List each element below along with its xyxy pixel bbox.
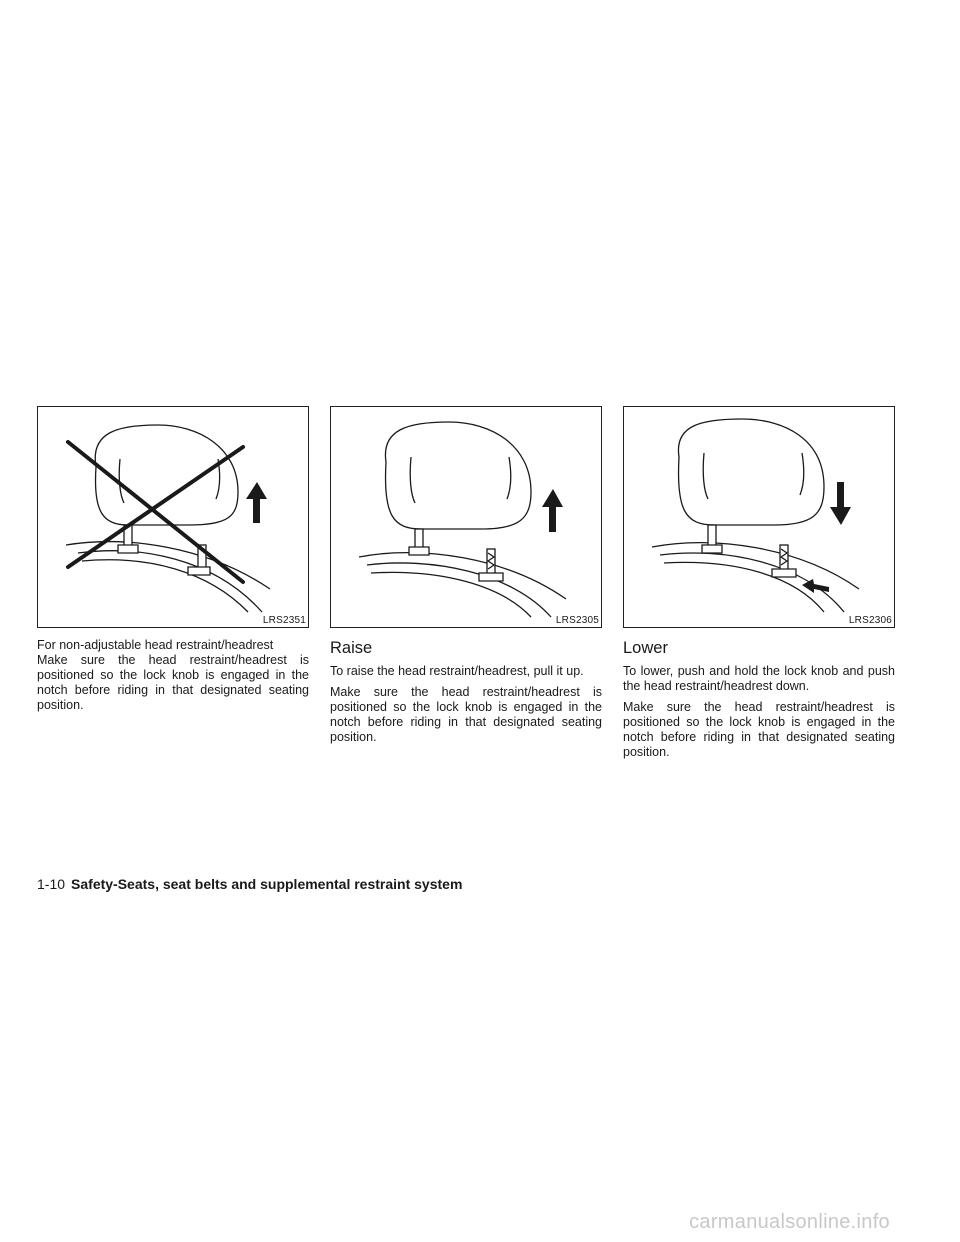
headrest-illustration-1 [38, 407, 308, 627]
down-arrow-icon [830, 482, 851, 525]
page-footer [37, 876, 462, 892]
figure-raise-headrest [330, 406, 602, 628]
page-number: 1-10 [37, 876, 66, 892]
paragraph: Make sure the head restraint/headrest is positioned so the lock knob is engaged in the notch before riding in that designated seating position. [330, 685, 602, 744]
headrest-illustration-2 [331, 407, 601, 627]
column-raise [330, 406, 602, 751]
section-title: Safety-Seats, seat belts and supplemental restraint system [71, 876, 463, 892]
figure-caption: For non-adjustable head restraint/headrest [37, 638, 274, 652]
watermark: carmanualsonline.info [689, 1211, 890, 1233]
paragraph: To lower, push and hold the lock knob and push the head restraint/headrest down. [623, 664, 895, 693]
up-arrow-icon [542, 489, 563, 532]
section-heading-raise: Raise [330, 639, 373, 657]
paragraph: Make sure the head restraint/headrest is positioned so the lock knob is engaged in the notch before riding in that designated seating position. [623, 700, 895, 759]
column-non-adjustable [37, 406, 309, 719]
figure-code: LRS2306 [848, 615, 892, 626]
column-lower [623, 406, 895, 766]
headrest-illustration-3 [624, 407, 894, 627]
figure-code: LRS2351 [262, 615, 306, 626]
figure-non-adjustable-headrest [37, 406, 309, 628]
push-arrow-icon [802, 579, 829, 593]
paragraph: To raise the head restraint/headrest, pull it up. [330, 664, 584, 678]
figure-code: LRS2305 [555, 615, 599, 626]
figure-lower-headrest [623, 406, 895, 628]
section-heading-lower: Lower [623, 639, 668, 657]
up-arrow-icon [246, 482, 267, 523]
paragraph: Make sure the head restraint/headrest is positioned so the lock knob is engaged in the notch before riding in that designated seating position. [37, 653, 309, 712]
